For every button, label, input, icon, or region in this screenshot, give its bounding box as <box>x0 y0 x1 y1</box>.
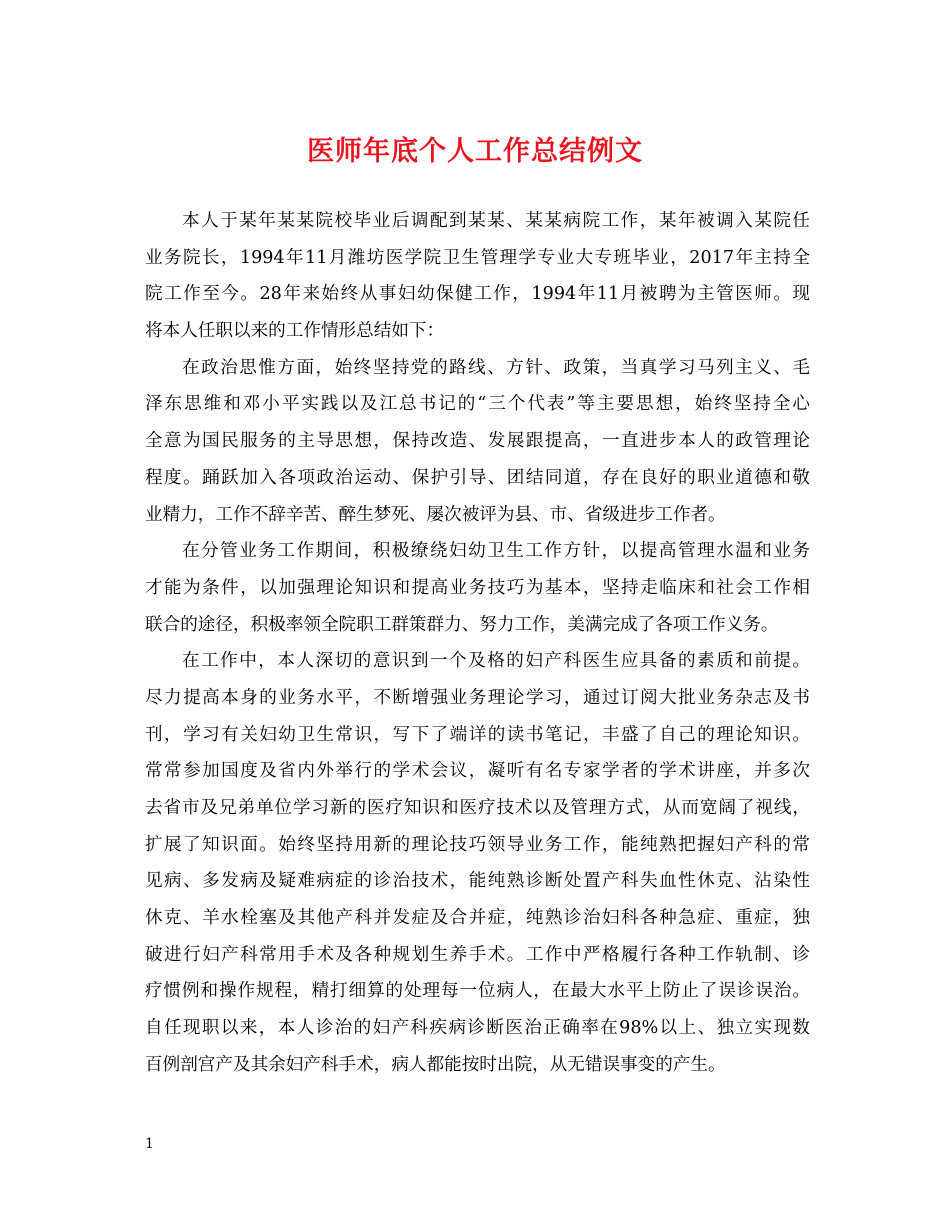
text-line: 自任现职以来，本人诊治的妇产科疾病诊断医治正确率在98%以上、独立实现数 <box>145 1018 810 1039</box>
text-line: 扩展了知识面。始终坚持用新的理论技巧领导业务工作，能纯熟把握妇产科的常 <box>145 834 810 855</box>
text-line: 休克、羊水栓塞及其他产科并发症及合并症，纯熟诊治妇科各种急症、重症，独 <box>145 908 810 929</box>
paragraph-1 <box>145 203 810 350</box>
text-line: 业精力，工作不辞辛苦、醉生梦死、屡次被评为县、市、省级进步工作者。 <box>145 504 726 525</box>
text-line: 将本人任职以来的工作情形总结如下： <box>145 321 445 342</box>
text-line: 业务院长，1994年11月潍坊医学院卫生管理学专业大专班毕业，2017年主持全 <box>145 247 810 268</box>
text-line: 尽力提高本身的业务水平，不断增强业务理论学习，通过订阅大批业务杂志及书 <box>145 687 810 708</box>
text-line: 在分管业务工作期间，积极缭绕妇幼卫生工作方针，以提高管理水温和业务 <box>182 541 810 562</box>
text-line: 在政治思惟方面，始终坚持党的路线、方针、政策，当真学习马列主义、毛 <box>182 357 810 378</box>
text-line: 泽东思维和邓小平实践以及江总书记的“三个代表”等主要思想，始终坚持全心 <box>145 394 810 415</box>
page-number: 1 <box>145 1136 154 1152</box>
text-line: 破进行妇产科常用手术及各种规划生养手术。工作中严格履行各种工作轨制、诊 <box>145 944 810 965</box>
text-line: 全意为国民服务的主导思想，保持改造、发展跟提高，一直进步本人的政管理论 <box>145 431 810 452</box>
text-line: 在工作中，本人深切的意识到一个及格的妇产科医生应具备的素质和前提。 <box>182 651 810 672</box>
paragraph-2 <box>145 350 810 533</box>
text-line: 疗惯例和操作规程，精打细算的处理每一位病人，在最大水平上防止了误诊误治。 <box>145 981 810 1002</box>
text-line: 见病、多发病及疑难病症的诊治技术，能纯熟诊断处置产科失血性休克、沾染性 <box>145 871 810 892</box>
text-line: 才能为条件，以加强理论知识和提高业务技巧为基本，坚持走临床和社会工作相 <box>145 577 810 598</box>
text-line: 常常参加国度及省内外举行的学术会议，凝听有名专家学者的学术讲座，并多次 <box>145 761 810 782</box>
text-line: 程度。踊跃加入各项政治运动、保护引导、团结同道，存在良好的职业道德和敬 <box>145 467 810 488</box>
text-line: 联合的途径，积极率领全院职工群策群力、努力工作，美满完成了各项工作义务。 <box>145 614 779 635</box>
paragraph-3 <box>145 533 810 643</box>
text-line: 院工作至今。28年来始终从事妇幼保健工作，1994年11月被聘为主管医师。现 <box>145 284 810 305</box>
document-title: 医师年底个人工作总结例文 <box>307 136 643 167</box>
text-line: 本人于某年某某院校毕业后调配到某某、某某病院工作，某年被调入某院任 <box>182 211 810 231</box>
text-line: 刊，学习有关妇幼卫生常识，写下了端详的读书笔记，丰盛了自己的理论知识。 <box>145 724 810 745</box>
text-line: 百例剖宫产及其余妇产科手术，病人都能按时出院，从无错误事变的产生。 <box>145 1054 726 1075</box>
paragraph-4 <box>145 643 810 1083</box>
text-line: 去省市及兄弟单位学习新的医疗知识和医疗技术以及管理方式，从而宽阔了视线， <box>145 798 810 818</box>
document-body <box>145 203 810 1084</box>
